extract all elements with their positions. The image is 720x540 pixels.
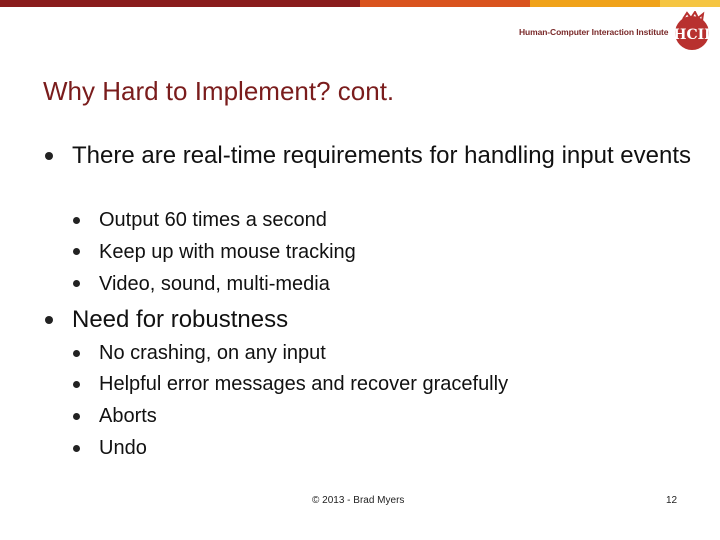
logo-text: HCII bbox=[673, 27, 711, 43]
color-bar-orange bbox=[360, 0, 530, 7]
sub-bullet-text: Helpful error messages and recover gracefully bbox=[99, 373, 509, 395]
sub-bullet-dot bbox=[73, 248, 80, 255]
hcii-logo bbox=[673, 11, 711, 51]
color-bar-yellow bbox=[660, 0, 720, 7]
bullet-dot bbox=[45, 152, 53, 160]
page-number: 12 bbox=[666, 495, 678, 506]
institute-name: Human-Computer Interaction Institute bbox=[519, 27, 669, 37]
sub-bullet-text: Output 60 times a second bbox=[99, 209, 327, 231]
sub-bullet-text: Keep up with mouse tracking bbox=[99, 241, 356, 263]
bullet-text: Need for robustness bbox=[72, 306, 289, 333]
sub-bullet-dot bbox=[73, 445, 80, 452]
sub-bullet-dot bbox=[73, 381, 80, 388]
top-color-bar bbox=[0, 0, 720, 7]
sub-bullet-dot bbox=[73, 350, 80, 357]
color-bar-gold bbox=[530, 0, 660, 7]
sub-bullet-text: No crashing, on any input bbox=[99, 342, 326, 364]
bullet-text: There are real-time requirements for handling input events bbox=[72, 142, 691, 169]
sub-bullet-dot bbox=[73, 217, 80, 224]
sub-bullet-text: Undo bbox=[99, 437, 147, 459]
slide-title: Why Hard to Implement? cont. bbox=[43, 76, 395, 106]
bullet-dot bbox=[45, 316, 53, 324]
color-bar-maroon bbox=[0, 0, 360, 7]
sub-bullet-dot bbox=[73, 413, 80, 420]
sub-bullet-text: Video, sound, multi-media bbox=[99, 273, 330, 295]
sub-bullet-text: Aborts bbox=[99, 405, 157, 427]
footer-copyright: © 2013 - Brad Myers bbox=[312, 495, 405, 506]
sub-bullet-dot bbox=[73, 280, 80, 287]
